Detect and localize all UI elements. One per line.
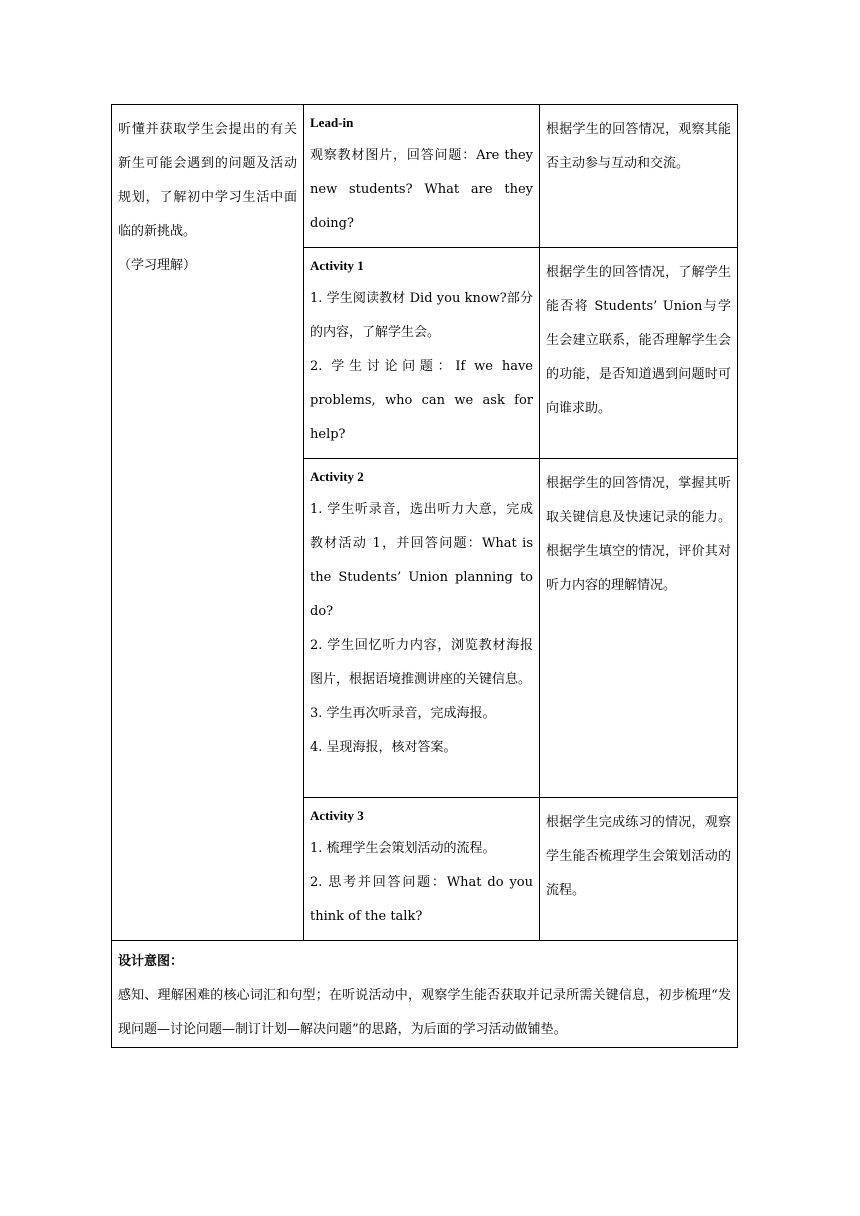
design-intent-cell (112, 941, 738, 1048)
activity-step: 1. 学生阅读教材 Did you know?部分的内容，了解学生会。 (310, 291, 533, 340)
activity-step: 1. 梳理学生会策划活动的流程。 (310, 841, 496, 856)
evaluation-cell-activity-2 (540, 459, 738, 798)
evaluation-text: 根据学生的回答情况，了解学生能否将 Students’ Union与学生会建立联系，能否理解学生会的功能，是否知道遇到问题时可向谁求助。 (546, 265, 731, 416)
activity-step: 3. 学生再次听录音，完成海报。 (310, 706, 496, 721)
objective-cell (112, 105, 304, 941)
activity-heading: Activity 1 (310, 258, 364, 273)
activity-heading: Activity 2 (310, 469, 364, 484)
activity-step: 1. 学生听录音，选出听力大意，完成教材活动 1，并回答问题：What is the Students’ Union planning to do? (310, 502, 533, 619)
evaluation-cell-activity-1 (540, 248, 738, 459)
activity-step: 2. 学生回忆听力内容，浏览教材海报图片，根据语境推测讲座的关键信息。 (310, 638, 533, 687)
activity-cell-activity-2 (304, 459, 540, 798)
lesson-plan-table (111, 104, 738, 1048)
objective-tag: （学习理解） (118, 258, 197, 273)
objective-text: 听懂并获取学生会提出的有关新生可能会遇到的问题及活动规划，了解初中学习生活中面临的新挑战。 (118, 122, 297, 239)
design-intent-text: 感知、理解困难的核心词汇和句型；在听说活动中，观察学生能否获取并记录所需关键信息，初步梳理“发现问题—讨论问题—制订计划—解决问题”的思路，为后面的学习活动做铺垫。 (118, 988, 731, 1037)
design-intent-title: 设计意图： (118, 954, 184, 969)
table-row-lead-in (112, 105, 738, 248)
activity-step: 2. 思考并回答问题：What do you think of the talk? (310, 875, 533, 924)
table-row-design-intent (112, 941, 738, 1048)
activity-cell-lead-in (304, 105, 540, 248)
activity-step: 2. 学生讨论问题：If we have problems, who can we ask for help? (310, 359, 533, 442)
evaluation-text: 根据学生的回答情况，观察其能否主动参与互动和交流。 (546, 122, 731, 171)
activity-cell-activity-1 (304, 248, 540, 459)
evaluation-cell-activity-3 (540, 798, 738, 941)
activity-heading: Lead-in (310, 115, 354, 130)
activity-cell-activity-3 (304, 798, 540, 941)
evaluation-text: 根据学生完成练习的情况，观察学生能否梳理学生会策划活动的流程。 (546, 815, 731, 898)
activity-step: 4. 呈现海报，核对答案。 (310, 740, 457, 755)
evaluation-cell-lead-in (540, 105, 738, 248)
evaluation-text: 根据学生的回答情况，掌握其听取关键信息及快速记录的能力。根据学生填空的情况，评价其对听力内容的理解情况。 (546, 476, 731, 593)
activity-heading: Activity 3 (310, 808, 364, 823)
activity-step: 观察教材图片，回答问题：Are they new students? What are they doing? (310, 148, 533, 231)
